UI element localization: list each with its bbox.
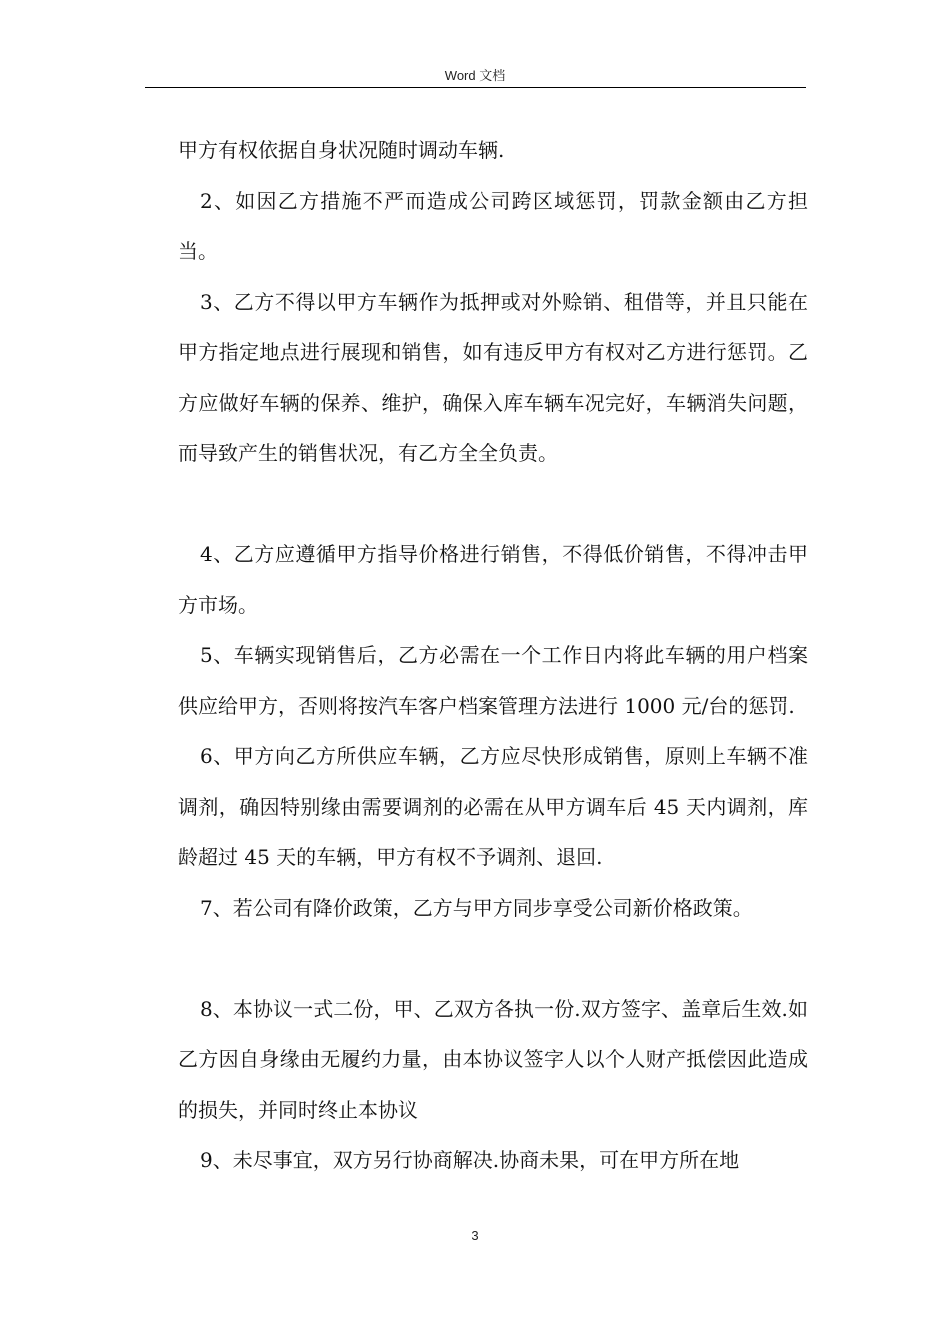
paragraph-8: 8、本协议一式二份，甲、乙双方各执一份.双方签字、盖章后生效.如乙方因自身缘由无履约力量，由本协议签字人以个人财产抵偿因此造成的损失，并同时终止本协议 xyxy=(178,996,808,1122)
paragraph-6: 6、甲方向乙方所供应车辆，乙方应尽快形成销售，原则上车辆不准调剂，确因特别缘由需要调剂的必需在从甲方调车后 45 天内调剂，库龄超过 45 天的车辆，甲方有权不予调剂、退回. xyxy=(178,744,808,869)
paragraph-spacer xyxy=(178,933,808,984)
paragraph-4: 4、乙方应遵循甲方指导价格进行销售，不得低价销售，不得冲击甲方市场。 xyxy=(178,542,808,617)
page-number: 3 xyxy=(471,1228,479,1243)
page-header: Word 文档 xyxy=(444,68,506,83)
paragraph-7: 7、若公司有降价政策，乙方与甲方同步享受公司新价格政策。 xyxy=(200,895,753,920)
header-divider xyxy=(145,87,806,88)
paragraph-spacer xyxy=(178,479,808,530)
paragraph-5: 5、车辆实现销售后，乙方必需在一个工作日内将此车辆的用户档案供应给甲方，否则将按汽车客户档案管理方法进行 1000 元/台的惩罚. xyxy=(178,643,808,718)
document-body xyxy=(178,125,808,1186)
paragraph-2: 2、如因乙方措施不严而造成公司跨区域惩罚，罚款金额由乙方担当。 xyxy=(178,188,808,263)
paragraph-9: 9、未尽事宜，双方另行协商解决.协商未果，可在甲方所在地 xyxy=(200,1148,740,1172)
paragraph-3: 3、乙方不得以甲方车辆作为抵押或对外赊销、租借等，并且只能在甲方指定地点进行展现和销售，如有违反甲方有权对乙方进行惩罚。乙方应做好车辆的保养、维护，确保入库车辆车况完好，车辆消失问题，而导致产生的销售状况，有乙方全全负责。 xyxy=(178,289,808,465)
paragraph-1: 甲方有权依据自身状况随时调动车辆. xyxy=(178,138,505,162)
